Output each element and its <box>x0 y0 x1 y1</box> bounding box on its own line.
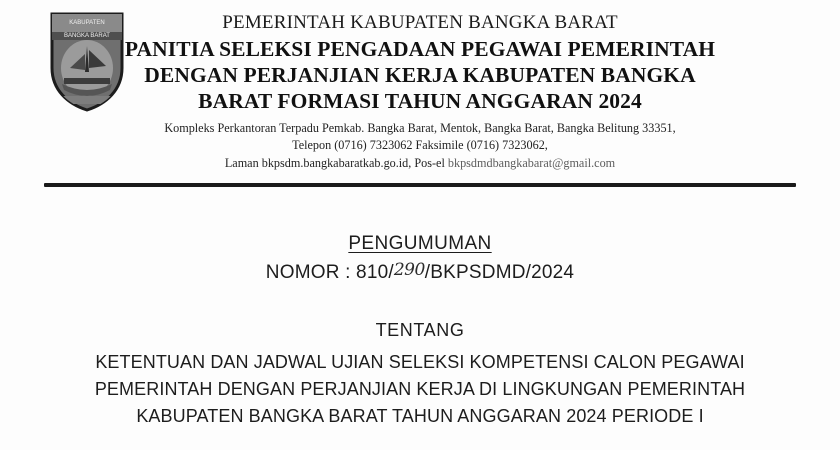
phone-line: Telepon (0716) 7323062 Faksimile (0716) 7323062, <box>292 138 548 153</box>
number-suffix: /BKPSDMD/2024 <box>424 261 575 283</box>
about-line-3: KABUPATEN BANGKA BARAT TAHUN ANGGARAN 2024 PERIODE I <box>136 406 704 427</box>
government-line: PEMERINTAH KABUPATEN BANGKA BARAT <box>222 12 618 33</box>
web-email-line <box>40 155 800 173</box>
address-block <box>40 120 800 173</box>
committee-line-3: BARAT FORMASI TAHUN ANGGARAN 2024 <box>198 89 642 114</box>
header-divider <box>44 183 796 187</box>
about-label: TENTANG <box>375 319 465 340</box>
coat-of-arms-icon <box>48 10 126 114</box>
number-handwritten: 290 <box>393 259 425 280</box>
about-line-2: PEMERINTAH DENGAN PERJANJIAN KERJA DI LINGKUNGAN PEMERINTAH <box>94 378 746 399</box>
email-address: bkpsdmdbangkabarat@gmail.com <box>447 155 616 170</box>
committee-line-1: PANITIA SELEKSI PENGADAAN PEGAWAI PEMERINTAH <box>124 36 716 61</box>
address-line: Kompleks Perkantoran Terpadu Pemkab. Bangka Barat, Mentok, Bangka Barat, Bangka Belitung 33351, <box>164 120 676 135</box>
committee-line-2: DENGAN PERJANJIAN KERJA KABUPATEN BANGKA <box>144 63 696 88</box>
svg-text:KABUPATEN: KABUPATEN <box>69 20 105 26</box>
announcement-body <box>0 233 840 431</box>
announcement-title: PENGUMUMAN <box>348 232 492 254</box>
svg-text:BANGKA BARAT: BANGKA BARAT <box>64 33 110 39</box>
letterhead <box>0 0 840 177</box>
about-text <box>0 349 840 431</box>
number-prefix: NOMOR : 810/ <box>265 261 394 283</box>
announcement-number <box>0 259 840 284</box>
web-prefix: Laman bkpsdm.bangkabaratkab.go.id, Pos-el <box>224 155 448 170</box>
about-line-1: KETENTUAN DAN JADWAL UJIAN SELEKSI KOMPETENSI CALON PEGAWAI <box>95 351 745 372</box>
